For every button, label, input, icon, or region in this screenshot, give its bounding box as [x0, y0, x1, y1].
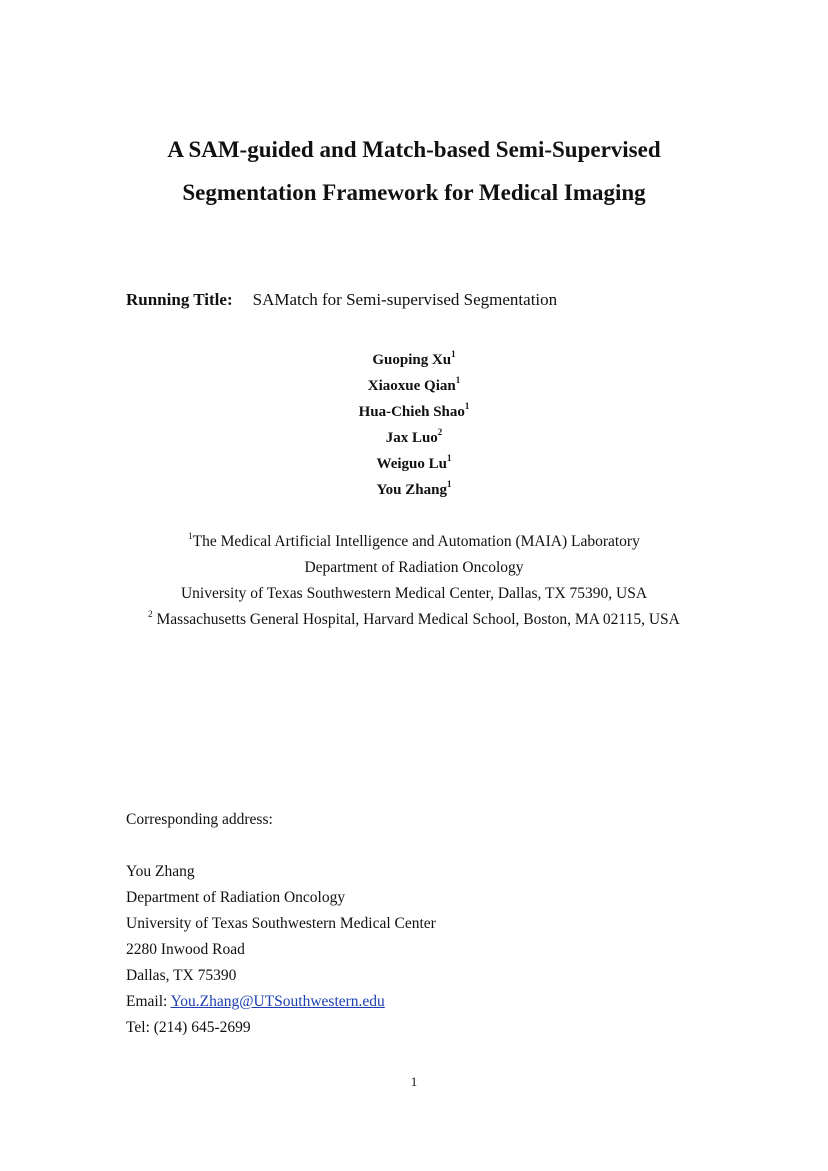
correspondence-address — [126, 859, 436, 1041]
author-affil-mark: 1 — [446, 479, 452, 489]
affiliation-2-line — [0, 607, 828, 633]
author-name: Jax Luo — [385, 430, 438, 446]
author-list — [0, 347, 828, 503]
author-name: Xiaoxue Qian — [367, 378, 456, 394]
affiliation-1-dept: Department of Radiation Oncology — [304, 559, 524, 576]
affiliation-2-mark: 2 — [148, 608, 153, 619]
running-title-label: Running Title: — [126, 290, 233, 309]
author-affil-mark: 1 — [451, 349, 456, 359]
author — [0, 373, 828, 399]
affiliation-1-mark: 1 — [188, 530, 193, 541]
corr-email-label: Email: — [126, 993, 171, 1010]
page-number: 1 — [410, 1074, 418, 1089]
author — [0, 347, 828, 373]
author — [0, 425, 828, 451]
affiliation-1-line-1 — [0, 529, 828, 555]
author-affil-mark: 1 — [455, 375, 461, 385]
author-name: Hua-Chieh Shao — [358, 404, 465, 420]
author — [0, 477, 828, 503]
author-name: You Zhang — [376, 482, 447, 498]
author — [0, 451, 828, 477]
corr-street: 2280 Inwood Road — [126, 941, 245, 958]
author-affil-mark: 1 — [464, 401, 470, 411]
affiliation-2-institution: Massachusetts General Hospital, Harvard Medical School, Boston, MA 02115, USA — [152, 611, 680, 628]
corr-tel: Tel: (214) 645-2699 — [126, 1019, 251, 1036]
author-affil-mark: 2 — [437, 427, 443, 437]
paper-title-line-1: A SAM-guided and Match-based Semi-Supervised — [167, 137, 661, 162]
running-title-value: SAMatch for Semi-supervised Segmentation — [252, 290, 558, 309]
email-link[interactable]: You.Zhang@UTSouthwestern.edu — [170, 993, 385, 1010]
paper-title-line-2: Segmentation Framework for Medical Imaging — [182, 180, 646, 205]
author-name: Weiguo Lu — [376, 456, 447, 472]
affiliation-1-lab: The Medical Artificial Intelligence and Automation (MAIA) Laboratory — [192, 533, 640, 550]
affiliation-1-institution: University of Texas Southwestern Medical Center, Dallas, TX 75390, USA — [180, 585, 648, 602]
paper-title — [0, 128, 828, 214]
corr-city: Dallas, TX 75390 — [126, 967, 237, 984]
author-affil-mark: 1 — [446, 453, 452, 463]
corr-name: You Zhang — [126, 863, 195, 880]
corr-email-line — [126, 989, 436, 1015]
author — [0, 399, 828, 425]
affiliations — [0, 529, 828, 633]
correspondence-heading: Corresponding address: — [126, 811, 273, 828]
corr-dept: Department of Radiation Oncology — [126, 889, 346, 906]
running-title — [126, 288, 557, 312]
corr-institution: University of Texas Southwestern Medical Center — [126, 915, 436, 932]
author-name: Guoping Xu — [372, 352, 452, 368]
